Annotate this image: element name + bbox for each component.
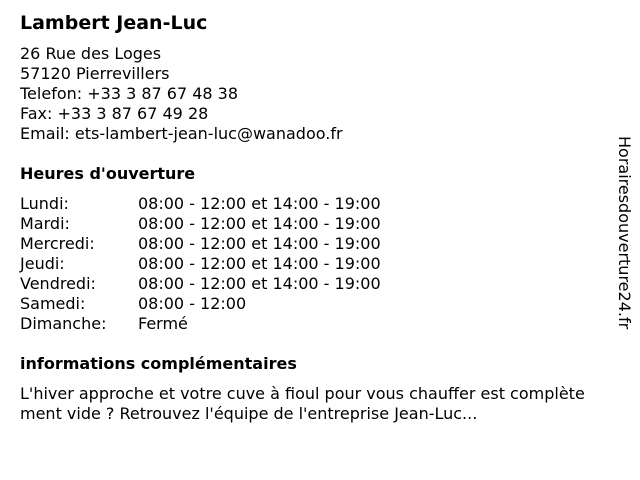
additional-info-title: informations complémentaires	[20, 354, 297, 373]
day-label: Vendredi:	[20, 274, 96, 293]
day-label: Mardi:	[20, 214, 70, 233]
opening-hours-title: Heures d'ouverture	[20, 164, 196, 183]
phone-number: Telefon: +33 3 87 67 48 38	[20, 84, 239, 103]
day-label: Jeudi:	[20, 254, 65, 273]
email-address: Email: ets-lambert-jean-luc@wanadoo.fr	[20, 124, 343, 143]
time-value: 08:00 - 12:00 et 14:00 - 19:00	[138, 234, 381, 253]
watermark-text: Horairesdouverture24.fr	[615, 136, 634, 330]
address-city: 57120 Pierrevillers	[20, 64, 170, 83]
hours-row-saturday	[20, 294, 610, 314]
time-value: 08:00 - 12:00 et 14:00 - 19:00	[138, 194, 381, 213]
time-value: Fermé	[138, 314, 188, 333]
hours-row-sunday	[20, 314, 610, 334]
day-label: Mercredi:	[20, 234, 95, 253]
hours-row-tuesday	[20, 214, 610, 234]
hours-row-wednesday	[20, 234, 610, 254]
business-name: Lambert Jean-Luc	[20, 12, 208, 34]
hours-row-friday	[20, 274, 610, 294]
fax-number: Fax: +33 3 87 67 49 28	[20, 104, 209, 123]
time-value: 08:00 - 12:00 et 14:00 - 19:00	[138, 214, 381, 233]
day-label: Samedi:	[20, 294, 86, 313]
time-value: 08:00 - 12:00	[138, 294, 247, 313]
additional-info-text: L'hiver approche et votre cuve à fioul pour vous chauffer est complètement vide ? Retrouvez l'équipe de l'entreprise Jean-Luc...	[20, 384, 585, 423]
time-value: 08:00 - 12:00 et 14:00 - 19:00	[138, 274, 381, 293]
hours-row-monday	[20, 194, 610, 214]
time-value: 08:00 - 12:00 et 14:00 - 19:00	[138, 254, 381, 273]
opening-hours-table	[20, 194, 610, 334]
day-label: Dimanche:	[20, 314, 107, 333]
business-card	[20, 10, 610, 424]
day-label: Lundi:	[20, 194, 69, 213]
address-street: 26 Rue des Loges	[20, 44, 162, 63]
hours-row-thursday	[20, 254, 610, 274]
